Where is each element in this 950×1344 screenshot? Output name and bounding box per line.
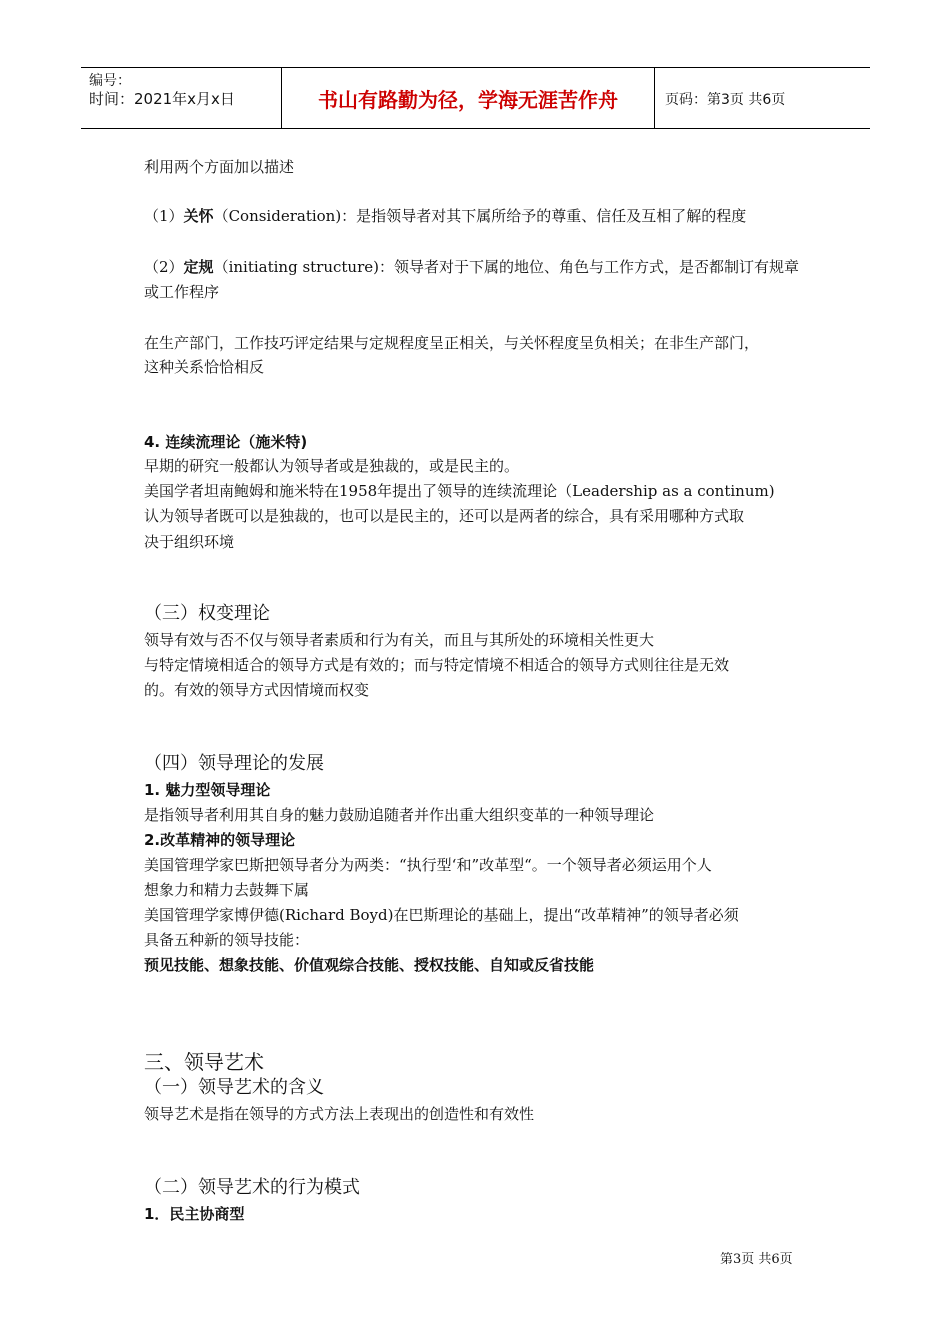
paragraph-line: 或工作程序 (144, 283, 220, 301)
item-term: 定规 (183, 258, 214, 276)
paragraph-line: 想象力和精力去鼓舞下属 (144, 881, 310, 899)
chapter-heading-leadership-art: 三、领导艺术 (144, 1050, 264, 1074)
paragraph-line: 具备五种新的领导技能： (144, 931, 310, 949)
paragraph-line: 是指领导者利用其自身的魅力鼓励追随者并作出重大组织变革的一种领导理论 (144, 806, 655, 824)
section-heading-meaning: （一）领导艺术的含义 (144, 1077, 324, 1098)
document-number: 编号： (89, 73, 131, 89)
subheading-continuum-theory: 4. 连续流理论（施米特) (144, 433, 308, 451)
paragraph-line: 与特定情境相适合的领导方式是有效的；而与特定情境不相适合的领导方式则往往是无效 (144, 656, 730, 674)
paragraph-line: 美国管理学家博伊德(Richard Boyd)在巴斯理论的基础上，提出“改革精神”的领导者必须 (144, 906, 739, 924)
paragraph-line: 认为领导者既可以是独裁的，也可以是民主的，还可以是两者的综合，具有采用哪种方式取 (144, 507, 745, 525)
header-page-code: 页码：第3页 共6页 (665, 92, 786, 108)
subheading-democratic: 1．民主协商型 (144, 1205, 245, 1223)
header-motto-cell (282, 68, 655, 128)
item-prefix: （2） (144, 258, 184, 276)
paragraph-line: 利用两个方面加以描述 (144, 158, 295, 176)
subheading-transformational: 2.改革精神的领导理论 (144, 831, 296, 849)
page-footer: 第3页 共6页 (720, 1252, 793, 1267)
item-term: 关怀 (183, 207, 214, 225)
item-consideration (144, 206, 746, 226)
paragraph-line: 美国管理学家巴斯把领导者分为两类：“执行型‘和”改革型“。一个领导者必须运用个人 (144, 856, 712, 874)
paragraph-line: 的。有效的领导方式因情境而权变 (144, 681, 370, 699)
section-heading-behavior-modes: （二）领导艺术的行为模式 (144, 1177, 360, 1198)
item-text: （initiating structure)：领导者对于下属的地位、角色与工作方式，是否都制订有规章 (213, 258, 799, 276)
paragraph-line: 领导艺术是指在领导的方式方法上表现出的创造性和有效性 (144, 1105, 535, 1123)
item-prefix: （1） (144, 207, 184, 225)
section-heading-contingency: （三）权变理论 (144, 603, 270, 624)
document-date: 时间：2021年x月x日 (89, 90, 235, 108)
paragraph-line: 这种关系恰恰相反 (144, 358, 265, 376)
page-header (81, 67, 870, 129)
item-initiating-structure (144, 257, 799, 277)
skills-list: 预见技能、想象技能、价值观综合技能、授权技能、自知或反省技能 (144, 956, 595, 974)
paragraph-line: 在生产部门，工作技巧评定结果与定规程度呈正相关，与关怀程度呈负相关；在非生产部门， (144, 334, 760, 352)
paragraph-line: 领导有效与否不仅与领导者素质和行为有关，而且与其所处的环境相关性更大 (144, 631, 655, 649)
item-text: （Consideration)：是指领导者对其下属所给予的尊重、信任及互相了解的程度 (213, 207, 747, 225)
paragraph-line: 决于组织环境 (144, 533, 235, 551)
header-meta-cell (81, 68, 282, 128)
paragraph-line: 早期的研究一般都认为领导者或是独裁的，或是民主的。 (144, 457, 520, 475)
header-motto: 书山有路勤为径，学海无涯苦作舟 (318, 88, 618, 112)
paragraph-line: 美国学者坦南鲍姆和施米特在1958年提出了领导的连续流理论（Leadership as a continum) (144, 482, 775, 500)
section-heading-development: （四）领导理论的发展 (144, 753, 324, 774)
header-page-cell (655, 68, 870, 128)
subheading-charismatic: 1. 魅力型领导理论 (144, 781, 271, 799)
